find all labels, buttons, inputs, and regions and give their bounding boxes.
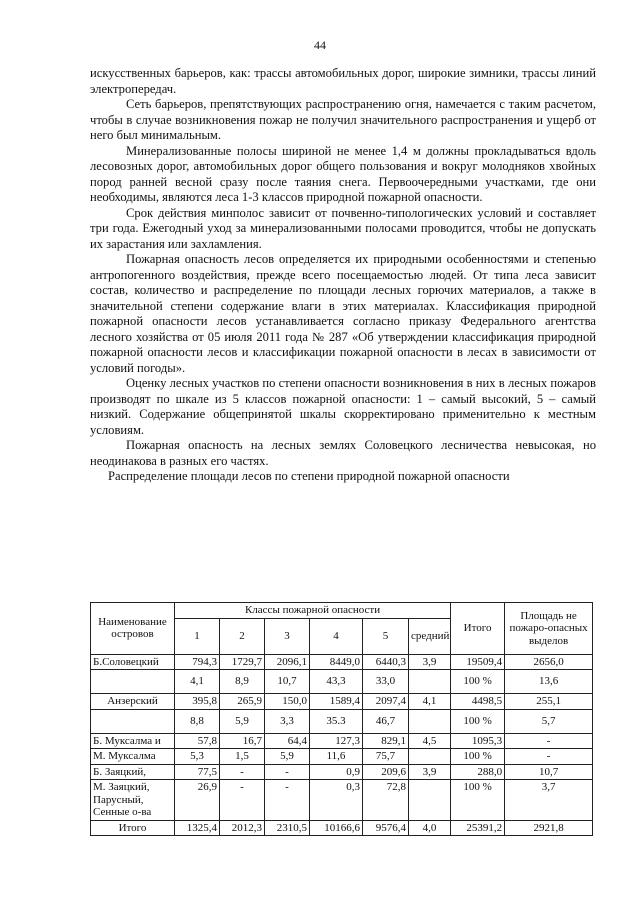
header-nonflammable-area: Площадь не пожаро-опасных выделов — [505, 603, 593, 655]
table-row — [91, 780, 593, 821]
paragraph: Пожарная опасность на лесных землях Соловецкого лесничества невысокая, но неодинакова в разных его частях. — [90, 438, 596, 468]
cell: 75,7 — [363, 749, 409, 765]
cell: 1589,4 — [310, 694, 363, 710]
document-text — [90, 66, 596, 485]
cell: 10166,6 — [310, 820, 363, 836]
cell: - — [505, 749, 593, 765]
cell: 288,0 — [451, 764, 505, 780]
cell: 1325,4 — [175, 820, 220, 836]
header-total: Итого — [451, 603, 505, 655]
row-name: М. Заяцкий, Парусный, Сенные о-ва — [91, 780, 175, 821]
cell: 2921,8 — [505, 820, 593, 836]
cell: 10,7 — [265, 670, 310, 694]
paragraph: Срок действия минполос зависит от почвенно-типологических условий и составляет три года. Ежегодный уход за минерализованными полосами проводится, чтобы не допускать их зарастания или захламления. — [90, 205, 596, 251]
row-name: М. Муксалма — [91, 749, 175, 765]
paragraph: искусственных барьеров, как: трассы автомобильных дорог, широкие зимники, трассы линий электропередач. — [90, 66, 596, 96]
cell: 3,9 — [409, 654, 451, 670]
cell: 35.3 — [310, 709, 363, 733]
row-name: Анзерский — [91, 694, 175, 710]
cell: 4498,5 — [451, 694, 505, 710]
table-header-row — [91, 603, 593, 619]
cell: 2656,0 — [505, 654, 593, 670]
table-row — [91, 654, 593, 670]
cell: 26,9 — [175, 780, 220, 821]
cell: 0,9 — [310, 764, 363, 780]
cell: 46,7 — [363, 709, 409, 733]
row-name: Б. Заяцкий, — [91, 764, 175, 780]
cell: - — [220, 780, 265, 821]
row-name — [91, 709, 175, 733]
cell: 150,0 — [265, 694, 310, 710]
header-fire-classes: Классы пожарной опасности — [175, 603, 451, 619]
cell: 4,1 — [409, 694, 451, 710]
cell: 33,0 — [363, 670, 409, 694]
header-class-2: 2 — [220, 618, 265, 654]
cell: 2310,5 — [265, 820, 310, 836]
cell: 3,7 — [505, 780, 593, 821]
cell: 9576,4 — [363, 820, 409, 836]
cell: 5,9 — [265, 749, 310, 765]
cell: 100 % — [451, 780, 505, 821]
page-number: 44 — [314, 38, 326, 52]
header-island-name: Наименование островов — [91, 603, 175, 655]
cell: 127,3 — [310, 733, 363, 749]
cell: 5,9 — [220, 709, 265, 733]
cell: 794,3 — [175, 654, 220, 670]
fire-danger-table — [90, 602, 593, 836]
cell: - — [505, 733, 593, 749]
cell: - — [220, 764, 265, 780]
cell: 8449,0 — [310, 654, 363, 670]
cell: 100 % — [451, 749, 505, 765]
header-class-1: 1 — [175, 618, 220, 654]
cell: 57,8 — [175, 733, 220, 749]
cell: 8,9 — [220, 670, 265, 694]
row-name: Б. Муксалма и — [91, 733, 175, 749]
table-row — [91, 733, 593, 749]
table-row — [91, 670, 593, 694]
cell: 1095,3 — [451, 733, 505, 749]
header-class-4: 4 — [310, 618, 363, 654]
cell: 5,3 — [175, 749, 220, 765]
cell: - — [265, 764, 310, 780]
row-name — [91, 670, 175, 694]
cell: 100 % — [451, 670, 505, 694]
cell: 3,3 — [265, 709, 310, 733]
cell: 2096,1 — [265, 654, 310, 670]
cell — [409, 780, 451, 821]
cell: 5,7 — [505, 709, 593, 733]
paragraph: Сеть барьеров, препятствующих распространению огня, намечается с таким расчетом, чтобы в случае возникновения пожар не получил значительного распространения и ущерб от него был минимальным. — [90, 97, 596, 142]
table-caption: Распределение площади лесов по степени природной пожарной опасности — [108, 469, 510, 483]
table-row — [91, 709, 593, 733]
cell: 11,6 — [310, 749, 363, 765]
table-row — [91, 764, 593, 780]
cell: 77,5 — [175, 764, 220, 780]
cell: 19509,4 — [451, 654, 505, 670]
table-row — [91, 749, 593, 765]
header-class-3: 3 — [265, 618, 310, 654]
header-class-5: 5 — [363, 618, 409, 654]
cell: 1,5 — [220, 749, 265, 765]
cell: 0,3 — [310, 780, 363, 821]
cell — [409, 670, 451, 694]
cell: 100 % — [451, 709, 505, 733]
cell: - — [265, 780, 310, 821]
cell: 16,7 — [220, 733, 265, 749]
cell: 64,4 — [265, 733, 310, 749]
cell — [409, 709, 451, 733]
cell: 395,8 — [175, 694, 220, 710]
cell: 6440,3 — [363, 654, 409, 670]
table-row — [91, 694, 593, 710]
cell: 3,9 — [409, 764, 451, 780]
cell: 4,5 — [409, 733, 451, 749]
paragraph: Оценку лесных участков по степени опасности возникновения в них в лесных пожаров производят по шкале из 5 классов пожарной опасности: 1 – самый высокий, 5 – самый низкий. Содержание общепринятой шкалы скорректировано применительно к местным условиям. — [90, 376, 596, 437]
row-name: Б.Соловецкий — [91, 654, 175, 670]
paragraph: Пожарная опасность лесов определяется их природными особенностями и степенью антропогенного воздействия, прежде всего посещаемостью людей. От типа леса зависит состав, количество и распределение по площади лесных горючих материалов, а также в значительной степени содержание влаги в этих материалах. Классификация природной пожарной опасности лесов устанавливается согласно приказу Федерального агентства лесного хозяйства от 05 июля 2011 года № 287 «Об утверждении классификация природной пожарной опасности лесов и классификации пожарной опасности в лесах в зависимости от условий погоды». — [90, 252, 596, 375]
paragraph: Минерализованные полосы шириной не менее 1,4 м должны прокладываться вдоль лесовозных дорог, автомобильных дорог общего пользования и вокруг молодняков хвойных пород ранней весной сразу после таяния снега. Первоочередными участками, где они необходимы, являются леса 1-3 классов природной пожарной опасности. — [90, 143, 596, 204]
row-name: Итого — [91, 820, 175, 836]
cell: 72,8 — [363, 780, 409, 821]
cell: 4,1 — [175, 670, 220, 694]
cell: 43,3 — [310, 670, 363, 694]
cell — [409, 749, 451, 765]
cell: 255,1 — [505, 694, 593, 710]
cell: 2012,3 — [220, 820, 265, 836]
cell: 13,6 — [505, 670, 593, 694]
cell: 265,9 — [220, 694, 265, 710]
cell: 1729,7 — [220, 654, 265, 670]
cell: 2097,4 — [363, 694, 409, 710]
cell: 8,8 — [175, 709, 220, 733]
cell: 4,0 — [409, 820, 451, 836]
header-class-average: средний — [409, 618, 451, 654]
table-total-row — [91, 820, 593, 836]
cell: 25391,2 — [451, 820, 505, 836]
cell: 829,1 — [363, 733, 409, 749]
cell: 10,7 — [505, 764, 593, 780]
cell: 209,6 — [363, 764, 409, 780]
